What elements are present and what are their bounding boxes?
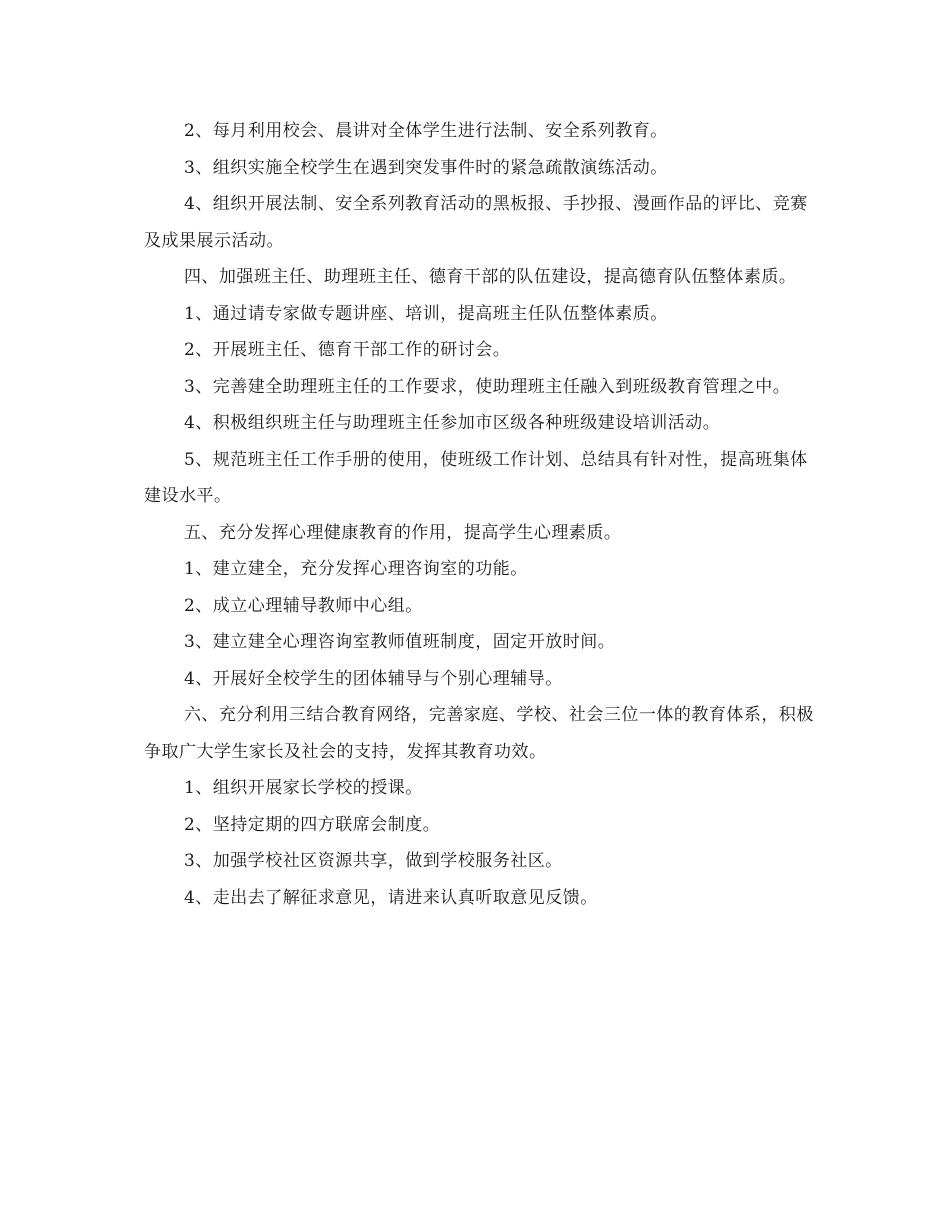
paragraph: 1、建立建全，充分发挥心理咨询室的功能。 bbox=[183, 559, 528, 579]
paragraph: 4、组织开展法制、安全系列教育活动的黑板报、手抄报、漫画作品的评比、竞赛及成果展示活动。 bbox=[144, 194, 808, 251]
section-heading: 五、充分发挥心理健康教育的作用，提高学生心理素质。 bbox=[183, 522, 622, 543]
paragraph: 3、建立建全心理咨询室教师值班制度，固定开放时间。 bbox=[183, 632, 616, 652]
paragraph: 1、组织开展家长学校的授课。 bbox=[183, 778, 423, 798]
paragraph: 2、成立心理辅导教师中心组。 bbox=[183, 595, 423, 616]
paragraph: 2、开展班主任、德育干部工作的研讨会。 bbox=[183, 340, 511, 360]
paragraph: 1、通过请专家做专题讲座、培训，提高班主任队伍整体素质。 bbox=[183, 303, 668, 324]
paragraph: 3、完善建全助理班主任的工作要求，使助理班主任融入到班级教育管理之中。 bbox=[183, 376, 791, 397]
section-heading: 六、充分利用三结合教育网络，完善家庭、学校、社会三位一体的教育体系，积极争取广大学生家长及社会的支持，发挥其教育功效。 bbox=[144, 705, 814, 762]
paragraph: 4、走出去了解征求意见，请进来认真听取意见反馈。 bbox=[183, 887, 598, 908]
paragraph: 4、积极组织班主任与助理班主任参加市区级各种班级建设培训活动。 bbox=[183, 413, 721, 433]
section-heading: 四、加强班主任、助理班主任、德育干部的队伍建设，提高德育队伍整体素质。 bbox=[183, 267, 797, 287]
paragraph: 5、规范班主任工作手册的使用，使班级工作计划、总结具有针对性，提高班集体建设水平。 bbox=[144, 449, 808, 506]
document-body bbox=[144, 113, 814, 916]
paragraph: 2、每月利用校会、晨讲对全体学生进行法制、安全系列教育。 bbox=[183, 121, 668, 141]
paragraph: 3、加强学校社区资源共享，做到学校服务社区。 bbox=[183, 851, 563, 871]
paragraph: 2、坚持定期的四方联席会制度。 bbox=[183, 814, 441, 835]
paragraph: 4、开展好全校学生的团体辅导与个别心理辅导。 bbox=[183, 668, 563, 689]
paragraph: 3、组织实施全校学生在遇到突发事件时的紧急疏散演练活动。 bbox=[183, 157, 668, 178]
